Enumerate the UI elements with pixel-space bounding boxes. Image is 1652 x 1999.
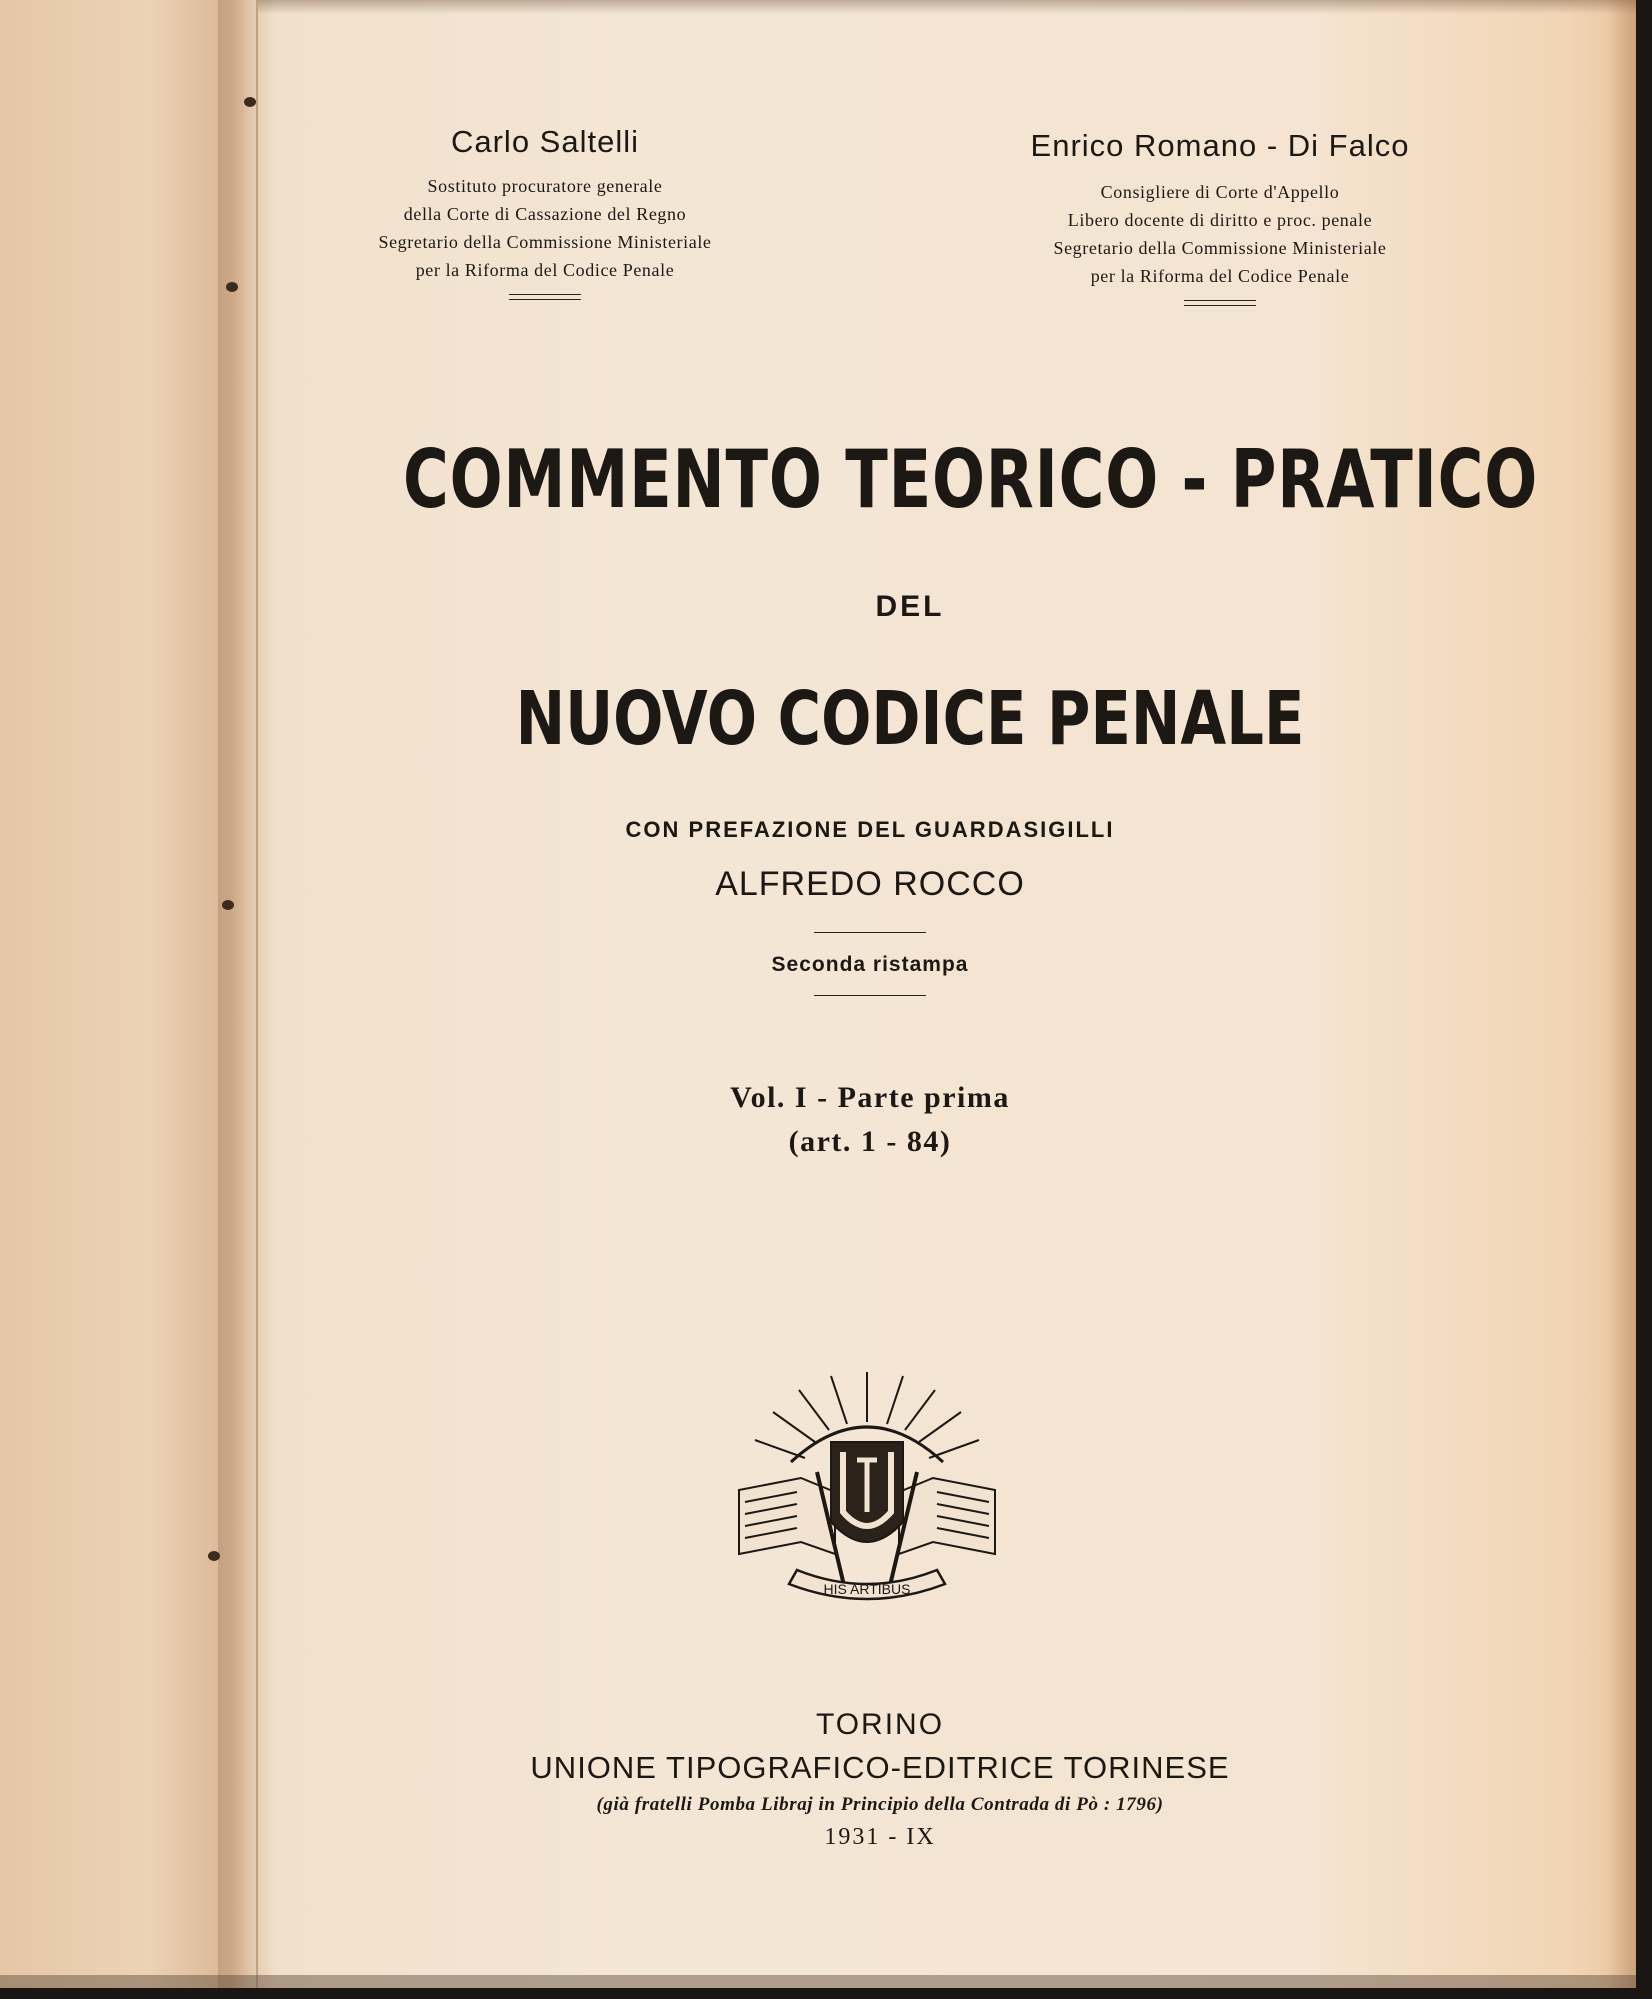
author-name: Enrico Romano - Di Falco bbox=[1030, 128, 1410, 163]
author-credential: Sostituto procuratore generale bbox=[427, 176, 663, 196]
publisher-block bbox=[420, 1708, 1340, 1851]
author-credential: Segretario della Commissione Ministeriale bbox=[1053, 238, 1387, 258]
author-credential: per la Riforma del Codice Penale bbox=[415, 260, 675, 280]
author-left bbox=[330, 124, 760, 300]
double-rule bbox=[1184, 300, 1256, 306]
page-right-edge bbox=[1606, 0, 1636, 1988]
preface-label: CON PREFAZIONE DEL GUARDASIGILLI bbox=[625, 817, 1115, 842]
rule bbox=[814, 932, 926, 933]
page-top-edge bbox=[258, 0, 1636, 14]
binding-stitch bbox=[208, 1551, 220, 1561]
binding-shadow bbox=[218, 0, 258, 1988]
title-block bbox=[260, 433, 1560, 526]
preface-author: ALFREDO ROCCO bbox=[715, 865, 1025, 903]
binding-stitch bbox=[244, 97, 256, 107]
volume-label: Vol. I - Parte prima bbox=[730, 1081, 1010, 1114]
double-rule bbox=[509, 294, 581, 300]
page-bottom-edge bbox=[0, 1975, 1636, 1988]
author-name: Carlo Saltelli bbox=[450, 124, 639, 159]
author-credential: della Corte di Cassazione del Regno bbox=[403, 204, 687, 224]
author-credential: Consigliere di Corte d'Appello bbox=[1100, 182, 1340, 202]
emblem-motto: HIS ARTIBUS bbox=[823, 1581, 911, 1597]
publisher-city: TORINO bbox=[815, 1708, 945, 1741]
title-connector: DEL bbox=[875, 590, 945, 623]
main-title: COMMENTO TEORICO - PRATICO bbox=[403, 433, 1539, 526]
author-credential: per la Riforma del Codice Penale bbox=[1090, 266, 1350, 286]
subtitle-block bbox=[260, 676, 1560, 762]
title-connector-block bbox=[710, 590, 1110, 624]
binding-stitch bbox=[226, 282, 238, 292]
article-range: (art. 1 - 84) bbox=[788, 1125, 952, 1158]
publisher-emblem-icon bbox=[731, 1362, 1003, 1620]
author-right bbox=[980, 128, 1460, 306]
publisher-history: (già fratelli Pomba Libraj in Principio della Contrada di Pò : 1796) bbox=[596, 1794, 1164, 1815]
binding-stitch bbox=[222, 900, 234, 910]
author-credential: Libero docente di diritto e proc. penale bbox=[1067, 210, 1373, 230]
preface-block bbox=[560, 817, 1180, 996]
rule bbox=[814, 995, 926, 996]
edition-label: Seconda ristampa bbox=[771, 953, 969, 976]
volume-block bbox=[610, 1076, 1130, 1164]
author-credential: Segretario della Commissione Ministeriale bbox=[378, 232, 712, 252]
publication-year: 1931 - IX bbox=[824, 1824, 936, 1850]
binding-fold bbox=[256, 0, 258, 1988]
publisher-name: UNIONE TIPOGRAFICO-EDITRICE TORINESE bbox=[530, 1750, 1230, 1785]
subtitle: NUOVO CODICE PENALE bbox=[515, 676, 1305, 762]
